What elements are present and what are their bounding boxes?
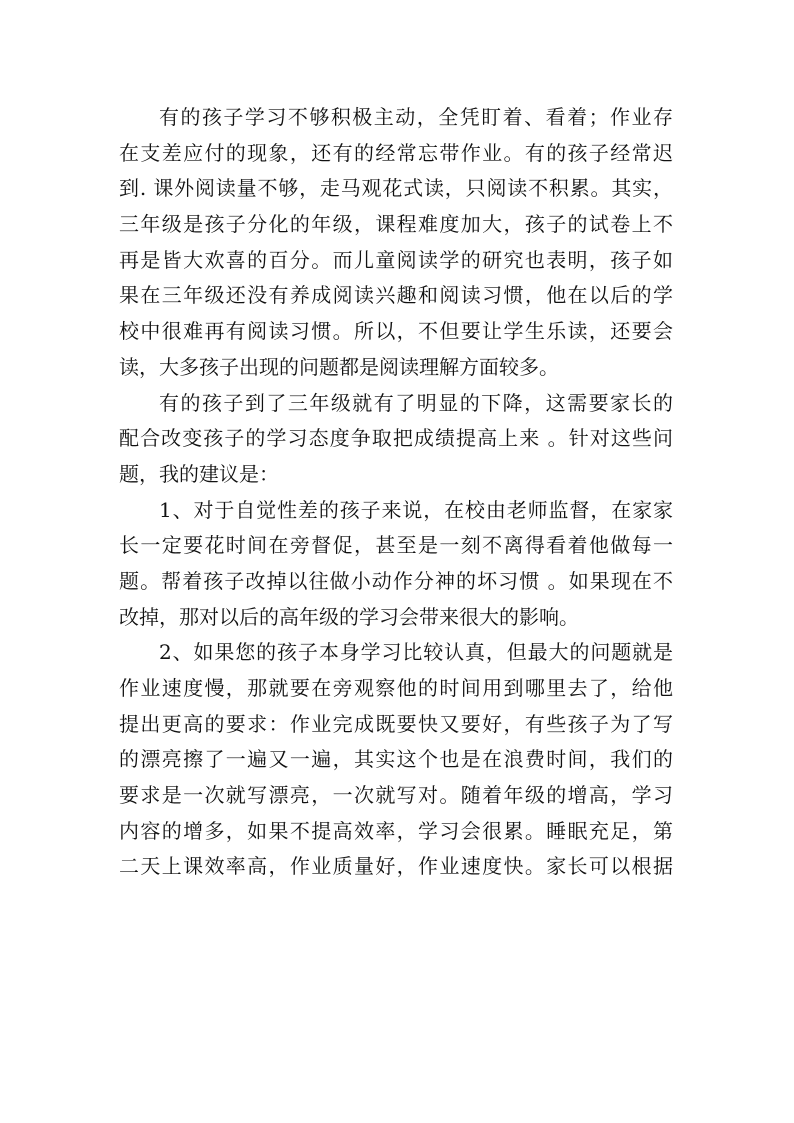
- text-line: 题。帮着孩子改掉以往做小动作分神的坏习惯 。如果现在不: [119, 568, 673, 593]
- text-line: 在支差应付的现象，还有的经常忘带作业。有的孩子经常迟: [119, 140, 673, 165]
- text-line: 有的孩子学习不够积极主动，全凭盯着、看着；作业存: [159, 105, 673, 129]
- text-line: 到. 课外阅读量不够，走马观花式读，只阅读不积累。其实，: [119, 176, 673, 201]
- paragraph-2: [119, 386, 673, 493]
- text-line: 内容的增多，如果不提高效率，学习会很累。睡眠充足，第: [119, 818, 673, 843]
- text-line: 改掉，那对以后的高年级的学习会带来很大的影响。: [119, 604, 579, 629]
- paragraph-4: [119, 635, 673, 885]
- text-line: 配合改变孩子的学习态度争取把成绩提高上来 。针对这些问: [119, 426, 673, 451]
- text-line: 有的孩子到了三年级就有了明显的下降，这需要家长的: [159, 390, 673, 415]
- text-line: 三年级是孩子分化的年级，课程难度加大，孩子的试卷上不: [119, 212, 673, 237]
- text-line: 长一定要花时间在旁督促，甚至是一刻不离得看着他做每一: [119, 533, 673, 558]
- text-line: 的漂亮擦了一遍又一遍，其实这个也是在浪费时间，我们的: [119, 747, 673, 772]
- text-line: 读，大多孩子出现的问题都是阅读理解方面较多。: [119, 354, 559, 379]
- text-line: 1、对于自觉性差的孩子来说，在校由老师监督，在家家: [159, 497, 673, 522]
- document-body: [119, 100, 673, 885]
- text-line: 提出更高的要求：作业完成既要快又要好，有些孩子为了写: [119, 711, 673, 736]
- paragraph-3: [119, 493, 673, 636]
- text-line: 二天上课效率高，作业质量好，作业速度快。家长可以根据: [119, 854, 673, 879]
- paragraph-1: [119, 100, 673, 386]
- text-line: 校中很难再有阅读习惯。所以，不但要让学生乐读，还要会: [119, 319, 673, 344]
- text-line: 作业速度慢，那就要在旁观察他的时间用到哪里去了，给他: [119, 676, 673, 700]
- text-line: 要求是一次就写漂亮，一次就写对。随着年级的增高，学习: [119, 783, 673, 808]
- text-line: 再是皆大欢喜的百分。而儿童阅读学的研究也表明，孩子如: [119, 247, 673, 272]
- text-line: 果在三年级还没有养成阅读兴趣和阅读习惯，他在以后的学: [119, 283, 673, 308]
- text-line: 2、如果您的孩子本身学习比较认真，但最大的问题就是: [159, 640, 673, 665]
- text-line: 题，我的建议是：: [119, 461, 279, 486]
